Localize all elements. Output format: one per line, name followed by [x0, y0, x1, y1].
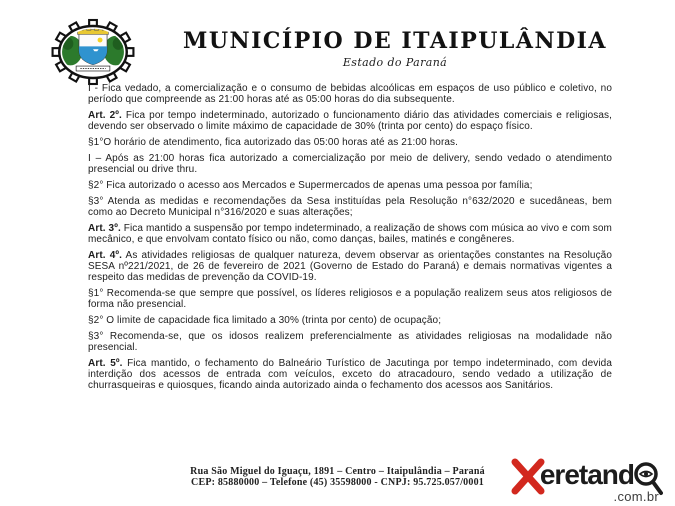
paragraph-text: §1° Recomenda-se que sempre que possível, os líderes religiosos e a população realizem seus atos religiosos de forma não presencial. — [88, 288, 612, 310]
paragraph-text: §1°O horário de atendimento, fica autorizado das 05:00 horas até as 21:00 horas. — [88, 137, 459, 148]
page-title: MUNICÍPIO DE ITAIPULÂNDIA — [182, 28, 608, 54]
article-label: Art. 5º. — [88, 358, 123, 369]
article-label: Art. 3º. — [88, 223, 121, 234]
footer-contact: CEP: 85880000 – Telefone (45) 35598000 - CNPJ: 95.725.057/0001 — [191, 477, 484, 488]
header — [136, 28, 654, 69]
paragraph-text: §3° Recomenda-se, que os idosos realizem preferencialmente as atividades religiosas na modalidade não presencial. — [88, 331, 612, 353]
paragraph-s1 — [88, 137, 612, 148]
paragraph-text: As atividades religiosas de qualquer natureza, devem observar as orientações constantes na Resolução SESA nº221/2021, de 26 de fevereiro de 2021 (Governo de Estado do Paraná) e demais normativas vigentes a respeito das medidas de prevenção da COVID-19. — [88, 250, 613, 283]
article-label: Art. 4º. — [88, 250, 123, 261]
paragraph-text: I – Após as 21:00 horas fica autorizado a comercialização por meio de delivery, sendo vedado o atendimento presencial ou drive thru. — [88, 153, 612, 175]
paragraph-s1-art4 — [88, 288, 612, 310]
paragraph-s2-art4 — [88, 315, 612, 326]
eye-icon — [640, 472, 652, 477]
coat-of-arms-icon — [48, 14, 138, 90]
paragraph-art-3 — [88, 223, 612, 245]
watermark-text: eretand — [539, 459, 634, 490]
paragraph-text: §2° Fica autorizado o acesso aos Mercados e Supermercados de apenas uma pessoa por família; — [88, 180, 533, 191]
paragraph-s3 — [88, 196, 612, 218]
paragraph-text: I - Fica vedado, a comercialização e o consumo de bebidas alcoólicas em espaços de uso público e coletivo, no período que compreende as 21:00 horas até as 05:00 horas do dia subsequente. — [88, 83, 612, 105]
paragraph-s2 — [88, 180, 612, 191]
paragraph-text: Fica por tempo indeterminado, autorizado o funcionamento diário das atividades comerciais e religiosas, devendo ser observado o limite máximo de capacidade de 30% (trinta por cento) do espaço físico. — [88, 110, 612, 132]
watermark-logo — [511, 455, 663, 504]
sun — [98, 38, 103, 43]
watermark-domain: .com.br — [613, 489, 659, 504]
paragraph-text: Fica mantido, o fechamento do Balneário Turístico de Jacutinga por tempo indeterminado, com devida interdição dos acessos de entrada com veículos, exceto do atracadouro, sendo vedado a utilização de churrasqueiras e quiosques, ficando ainda autorizado ainda o fechamento dos acessos aos Sanitários. — [88, 358, 612, 391]
article-label: Art. 2º. — [88, 110, 122, 121]
document-body — [88, 83, 612, 396]
page-subtitle: Estado do Paraná — [342, 56, 448, 69]
paragraph-art-2 — [88, 110, 612, 132]
paragraph-text: Fica mantido a suspensão por tempo indeterminado, a realização de shows com música ao vivo e com som mecânico, e que envolvam contato físico ou não, como danças, bailes, matinés e congêneres. — [88, 223, 612, 245]
paragraph-text: §3° Atenda as medidas e recomendações da Sesa instituídas pela Resolução n°632/2020 e sucedâneas, bem como ao Decreto Municipal n°316/2020 e suas alterações; — [88, 196, 612, 218]
paragraph-s3-art4 — [88, 331, 612, 353]
paragraph-art-4 — [88, 250, 612, 283]
paragraph-text: §2° O limite de capacidade fica limitado a 30% (trinta por cento) de ocupação; — [88, 315, 442, 326]
paragraph-item-1 — [88, 83, 612, 105]
paragraph-art-5 — [88, 358, 612, 391]
paragraph-item-i — [88, 153, 612, 175]
footer-address: Rua São Miguel do Iguaçu, 1891 – Centro – Itaipulândia – Paraná — [190, 466, 485, 477]
